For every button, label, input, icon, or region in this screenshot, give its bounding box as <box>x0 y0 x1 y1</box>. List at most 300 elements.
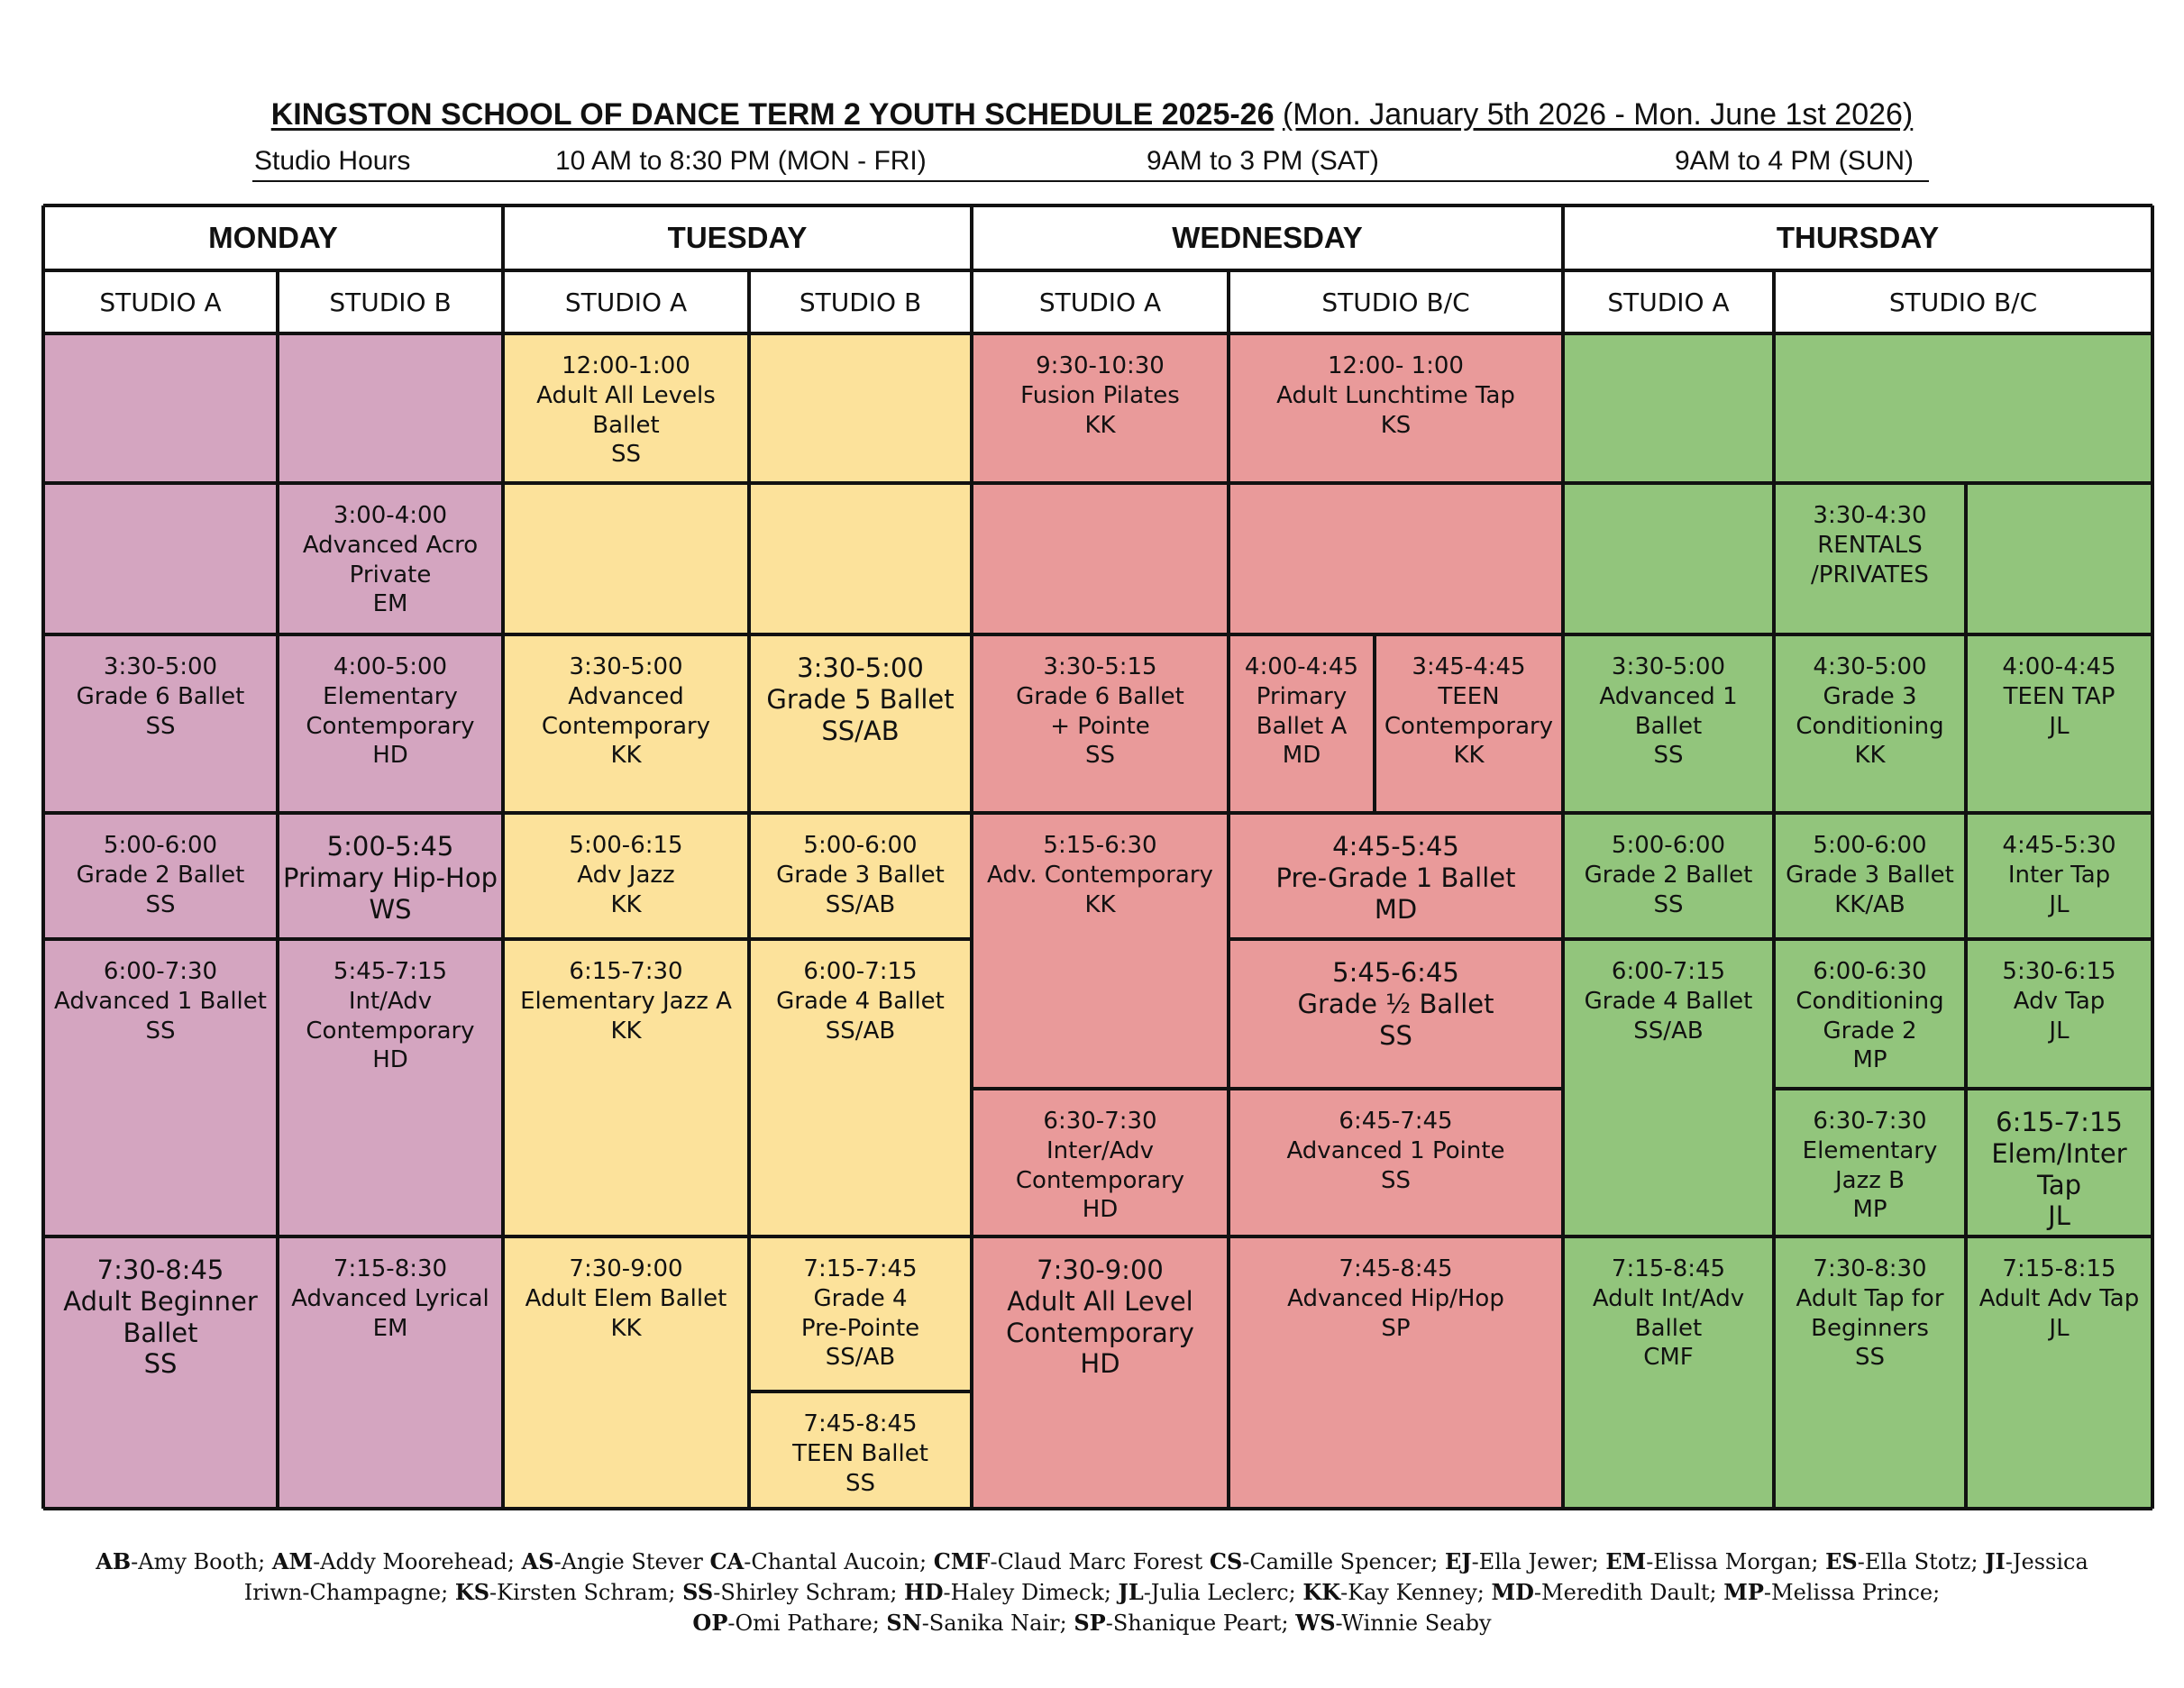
grid-line <box>749 1390 972 1393</box>
grid-line <box>972 1087 1563 1090</box>
instructor-code: OP <box>692 1610 728 1636</box>
class-instructor: SS <box>1084 742 1115 770</box>
class-name: Jazz B <box>1835 1166 1905 1194</box>
class-cell <box>1774 939 1966 1089</box>
class-time: 6:00-7:15 <box>803 958 918 985</box>
class-time: 5:00-6:15 <box>569 832 683 859</box>
class-time: 7:30-9:00 <box>569 1255 683 1282</box>
class-name: Adult Beginner <box>63 1285 258 1317</box>
class-name: Adult All Level <box>1007 1285 1193 1317</box>
class-cell <box>278 939 503 1236</box>
class-time: 4:30-5:00 <box>1813 653 1927 680</box>
instructor-code: MD <box>1491 1579 1534 1605</box>
class-name: Grade 5 Ballet <box>766 683 955 715</box>
class-cell <box>1774 634 1966 813</box>
class-time: 5:30-6:15 <box>2002 958 2116 985</box>
class-instructor: MD <box>1282 742 1321 770</box>
class-time: 3:30-4:30 <box>1813 502 1927 529</box>
class-time: 6:00-7:30 <box>103 958 218 985</box>
studio-header-wed-a: STUDIO A <box>972 270 1229 333</box>
legend-line <box>0 1608 2184 1638</box>
instructor-name: -Sanika Nair; <box>921 1610 1074 1636</box>
class-instructor: SS <box>145 712 176 740</box>
class-time: 7:45-8:45 <box>1339 1255 1453 1282</box>
instructor-name: -Ella Stotz; <box>1857 1549 1986 1574</box>
class-time: 3:30-5:00 <box>569 653 683 680</box>
class-time: 3:30-5:15 <box>1043 653 1157 680</box>
class-name: Beginners <box>1811 1314 1929 1342</box>
class-instructor: JL <box>2049 712 2070 740</box>
grid-line <box>43 481 2152 485</box>
class-name: TEEN TAP <box>2003 682 2115 710</box>
instructor-code: SN <box>886 1610 922 1636</box>
hours-weekday: 10 AM to 8:30 PM (MON - FRI) <box>555 146 927 176</box>
class-time: 5:00-6:00 <box>103 832 218 859</box>
class-instructor: KK <box>610 1314 642 1342</box>
class-time: 7:15-8:45 <box>1611 1255 1726 1282</box>
table-border-left <box>41 205 45 1509</box>
instructor-code: KK <box>1302 1579 1341 1605</box>
class-cell <box>1774 1089 1966 1236</box>
instructor-code: EJ <box>1444 1548 1472 1574</box>
studio-header-tue-a: STUDIO A <box>503 270 749 333</box>
class-time: 3:45-4:45 <box>1412 653 1526 680</box>
class-name: Conditioning <box>1796 987 1944 1015</box>
class-cell <box>43 1236 278 1509</box>
class-instructor: SS <box>610 441 641 469</box>
class-cell <box>1966 939 2152 1089</box>
class-name: Adv. Contemporary <box>987 861 1213 889</box>
class-instructor: KS <box>1380 411 1412 439</box>
class-time: 9:30-10:30 <box>1036 352 1165 379</box>
class-instructor: JL <box>2049 890 2070 918</box>
class-name: Adult Tap for <box>1796 1284 1944 1312</box>
class-cell <box>503 1236 749 1509</box>
grid-line <box>276 270 279 1509</box>
class-cell-empty <box>749 333 972 483</box>
class-name: Inter Tap <box>2007 861 2111 889</box>
class-instructor: SS <box>1653 742 1684 770</box>
class-instructor: HD <box>1082 1196 1119 1224</box>
class-instructor: MP <box>1852 1196 1887 1224</box>
class-cell <box>1229 939 1563 1089</box>
class-cell-empty <box>43 483 278 634</box>
grid-line <box>43 937 972 941</box>
grid-line <box>1229 937 2152 941</box>
class-name: Adult Elem Ballet <box>525 1284 727 1312</box>
class-cell <box>1229 634 1375 813</box>
class-cell <box>503 333 749 483</box>
day-tuesday: TUESDAY <box>503 205 972 270</box>
instructor-name: -Jessica <box>2005 1549 2088 1574</box>
class-cell <box>43 634 278 813</box>
class-cell <box>972 1236 1229 1509</box>
class-time: 7:15-8:30 <box>333 1255 448 1282</box>
class-cell <box>1966 1236 2152 1509</box>
class-cell <box>1966 813 2152 939</box>
class-name: Advanced Hip/Hop <box>1287 1284 1504 1312</box>
class-instructor: KK <box>1854 742 1886 770</box>
class-time: 12:00-1:00 <box>562 352 690 379</box>
grid-line <box>747 270 751 1509</box>
class-cell <box>503 939 749 1236</box>
class-name: TEEN Ballet <box>792 1439 928 1467</box>
class-name: Fusion Pilates <box>1020 381 1180 409</box>
class-name: Adult Adv Tap <box>1978 1284 2140 1312</box>
class-name: Primary Hip-Hop <box>283 862 498 893</box>
class-name: Ballet <box>1634 712 1703 740</box>
class-name: Grade 6 Ballet <box>76 682 245 710</box>
grid-line <box>43 1235 2152 1238</box>
class-instructor: SS <box>143 1348 178 1380</box>
class-time: 5:45-6:45 <box>1332 957 1459 988</box>
studio-header-thu-bc: STUDIO B/C <box>1774 270 2152 333</box>
class-time: 3:30-5:00 <box>797 652 924 683</box>
class-name: Adult All Levels <box>536 381 716 409</box>
class-instructor: /PRIVATES <box>1811 561 1929 589</box>
class-instructor: SS <box>1653 890 1684 918</box>
class-cell-empty <box>1563 483 1774 634</box>
class-time: 6:15-7:15 <box>1996 1107 2123 1137</box>
instructor-code: KS <box>454 1579 490 1605</box>
class-time: 5:45-7:15 <box>333 958 448 985</box>
instructor-name: -Claud Marc Forest <box>990 1549 1210 1574</box>
class-name: RENTALS <box>1817 531 1923 559</box>
class-cell-empty <box>1966 483 2152 634</box>
instructor-name: -Meredith Dault; <box>1533 1580 1724 1605</box>
class-cell <box>278 483 503 634</box>
class-time: 6:30-7:30 <box>1813 1108 1927 1135</box>
class-time: 7:15-8:15 <box>2002 1255 2116 1282</box>
class-name: Advanced 1 Pointe <box>1286 1136 1505 1164</box>
hours-saturday: 9AM to 3 PM (SAT) <box>1147 146 1379 176</box>
class-time: 6:30-7:30 <box>1043 1108 1157 1135</box>
class-name: Grade 4 Ballet <box>776 987 945 1015</box>
class-time: 7:45-8:45 <box>803 1410 918 1437</box>
class-time: 7:30-8:30 <box>1813 1255 1927 1282</box>
class-name: Elementary <box>1802 1136 1938 1164</box>
class-cell <box>1229 1089 1563 1236</box>
instructor-code: AB <box>96 1548 132 1574</box>
class-time: 5:00-6:00 <box>1813 832 1927 859</box>
instructor-code: JI <box>1985 1548 2006 1574</box>
class-time: 6:00-7:15 <box>1611 958 1726 985</box>
instructor-code: WS <box>1295 1610 1336 1636</box>
class-name: Contemporary <box>306 1017 475 1045</box>
class-name: Grade 4 <box>813 1284 908 1312</box>
instructor-name: -Kay Kenney; <box>1340 1580 1492 1605</box>
class-instructor: MD <box>1374 893 1418 925</box>
class-name: Contemporary <box>1015 1166 1185 1194</box>
studio-header-thu-a: STUDIO A <box>1563 270 1774 333</box>
studio-header-tue-b: STUDIO B <box>749 270 972 333</box>
class-name: Adv Tap <box>2013 987 2106 1015</box>
class-instructor: JL <box>2049 1314 2070 1342</box>
class-time: 12:00- 1:00 <box>1328 352 1464 379</box>
class-name: Contemporary <box>306 712 475 740</box>
class-time: 4:00-4:45 <box>2002 653 2116 680</box>
grid-line <box>43 332 2152 335</box>
class-cell <box>1563 813 1774 939</box>
class-instructor: SS <box>145 1017 176 1045</box>
class-cell <box>1563 1236 1774 1509</box>
class-instructor: KK <box>610 890 642 918</box>
instructor-name: -Melissa Prince; <box>1763 1580 1941 1605</box>
class-cell-empty <box>749 483 972 634</box>
class-name: Elementary <box>323 682 458 710</box>
studio-header-mon-b: STUDIO B <box>278 270 503 333</box>
day-wednesday: WEDNESDAY <box>972 205 1563 270</box>
instructor-name: -Shanique Peart; <box>1105 1610 1296 1636</box>
class-instructor: SS/AB <box>1633 1017 1704 1045</box>
class-instructor: SS <box>845 1469 875 1497</box>
instructor-name: -Omi Pathare; <box>727 1610 887 1636</box>
class-cell-empty <box>1774 333 2152 483</box>
grid-line <box>43 269 2152 272</box>
class-cell <box>1966 634 2152 813</box>
class-name: Grade 3 Ballet <box>776 861 945 889</box>
class-instructor: SS <box>1854 1344 1885 1372</box>
table-border-bottom <box>43 1507 2152 1510</box>
class-instructor: SS/AB <box>825 1344 896 1372</box>
instructor-code: HD <box>904 1579 944 1605</box>
class-name: + Pointe <box>1050 712 1150 740</box>
class-cell <box>749 939 972 1236</box>
grid-line <box>1373 634 1376 813</box>
class-cell-empty <box>503 483 749 634</box>
class-time: 4:45-5:30 <box>2002 832 2116 859</box>
class-time: 5:00-5:45 <box>326 831 454 862</box>
class-time: 5:00-6:00 <box>803 832 918 859</box>
class-time: 3:00-4:00 <box>333 502 448 529</box>
class-instructor: SS <box>1380 1166 1411 1194</box>
class-instructor: JL <box>2048 1200 2070 1232</box>
class-cell <box>749 1236 972 1391</box>
class-instructor: MP <box>1852 1046 1887 1074</box>
class-name: Contemporary <box>541 712 711 740</box>
instructor-code: AM <box>271 1548 314 1574</box>
class-instructor: SS <box>1379 1019 1412 1051</box>
instructor-name: Iriwn-Champagne; <box>243 1580 455 1605</box>
class-name: Advanced Acro <box>302 531 479 559</box>
class-instructor: KK <box>1084 411 1116 439</box>
class-name: Inter/Adv <box>1046 1136 1154 1164</box>
instructor-legend <box>0 1547 2184 1638</box>
grid-line <box>970 205 973 1509</box>
hours-label: Studio Hours <box>254 146 411 176</box>
studio-header-wed-bc: STUDIO B/C <box>1229 270 1563 333</box>
schedule-grid <box>43 205 2152 1509</box>
class-cell <box>1229 1236 1563 1509</box>
class-cell <box>1774 1236 1966 1509</box>
class-cell-empty <box>972 483 1229 634</box>
legend-line <box>0 1547 2184 1577</box>
class-name: Grade 4 Ballet <box>1584 987 1753 1015</box>
instructor-name: -Shirley Schram; <box>713 1580 905 1605</box>
studio-hours <box>252 144 1929 182</box>
grid-line <box>1772 270 1776 1509</box>
class-cell <box>972 1089 1229 1236</box>
class-time: 4:00-5:00 <box>333 653 448 680</box>
class-time: 3:30-5:00 <box>103 653 218 680</box>
class-instructor: JL <box>2049 1017 2070 1045</box>
class-name: Pre-Grade 1 Ballet <box>1275 862 1516 893</box>
instructor-name: -Ella Jewer; <box>1471 1549 1606 1574</box>
class-time: 6:00-6:30 <box>1813 958 1927 985</box>
class-name: Grade 6 Ballet <box>1016 682 1184 710</box>
class-name: Ballet <box>123 1317 198 1348</box>
class-cell <box>43 813 278 939</box>
table-border-top <box>43 204 2152 207</box>
class-cell <box>43 939 278 1236</box>
class-name: Grade 3 <box>1823 682 1917 710</box>
schedule-title <box>0 97 2184 132</box>
class-cell <box>1774 483 1966 634</box>
class-time: 7:30-9:00 <box>1037 1255 1164 1285</box>
class-instructor: CMF <box>1643 1344 1694 1372</box>
class-name: Grade ½ Ballet <box>1297 988 1494 1019</box>
class-time: 4:00-4:45 <box>1244 653 1359 680</box>
instructor-code: ES <box>1825 1548 1858 1574</box>
grid-line <box>1774 1087 2152 1090</box>
class-instructor: KK <box>610 742 642 770</box>
class-instructor: SP <box>1381 1314 1411 1342</box>
class-name: Primary <box>1256 682 1348 710</box>
class-instructor: SS <box>145 890 176 918</box>
instructor-code: CMF <box>933 1548 991 1574</box>
class-instructor: EM <box>372 590 408 618</box>
class-cell <box>278 1236 503 1509</box>
class-time: 6:45-7:45 <box>1339 1108 1453 1135</box>
class-name: Grade 2 Ballet <box>76 861 245 889</box>
class-instructor: HD <box>372 742 408 770</box>
class-name: Adult Int/Adv <box>1592 1284 1745 1312</box>
class-cell <box>503 634 749 813</box>
class-cell <box>1563 939 1774 1236</box>
class-name: Adult Lunchtime Tap <box>1276 381 1515 409</box>
title-main: KINGSTON SCHOOL OF DANCE TERM 2 YOUTH SCHEDULE 2025-26 <box>270 97 1275 132</box>
instructor-name: -Camille Spencer; <box>1242 1549 1445 1574</box>
legend-line <box>0 1577 2184 1608</box>
class-name: TEEN <box>1438 682 1500 710</box>
class-name: Elem/Inter Tap <box>1991 1137 2127 1200</box>
instructor-code: CS <box>1209 1548 1243 1574</box>
grid-line <box>1561 205 1565 1509</box>
class-time: 7:15-7:45 <box>803 1255 918 1282</box>
studio-header-mon-a: STUDIO A <box>43 270 278 333</box>
instructor-code: SS <box>682 1579 714 1605</box>
class-cell-empty <box>43 333 278 483</box>
class-instructor: SS/AB <box>821 715 900 746</box>
class-instructor: WS <box>369 893 412 925</box>
class-name: Pre-Pointe <box>800 1314 920 1342</box>
class-instructor: KK <box>610 1017 642 1045</box>
class-time: 5:00-6:00 <box>1611 832 1726 859</box>
class-cell <box>972 634 1229 813</box>
class-name: Advanced <box>568 682 684 710</box>
class-name: Ballet A <box>1256 712 1348 740</box>
instructor-name: -Kirsten Schram; <box>489 1580 683 1605</box>
class-cell <box>278 634 503 813</box>
class-name: Contemporary <box>1006 1317 1194 1348</box>
instructor-name: -Angie Stever <box>553 1549 710 1574</box>
class-name: Grade 3 Ballet <box>1786 861 1954 889</box>
title-dates: (Mon. January 5th 2026 - Mon. June 1st 2026) <box>1282 97 1914 132</box>
class-cell <box>749 1391 972 1509</box>
instructor-name: -Haley Dimeck; <box>943 1580 1119 1605</box>
class-cell <box>1229 813 1563 939</box>
instructor-name: -Addy Moorehead; <box>313 1549 522 1574</box>
class-name: Ballet <box>1634 1314 1703 1342</box>
class-cell-empty <box>1229 483 1563 634</box>
instructor-code: CA <box>709 1548 745 1574</box>
class-time: 5:15-6:30 <box>1043 832 1157 859</box>
class-cell <box>1774 813 1966 939</box>
instructor-code: AS <box>521 1548 554 1574</box>
class-instructor: KK/AB <box>1834 890 1905 918</box>
class-cell <box>749 813 972 939</box>
class-time: 4:45-5:45 <box>1332 831 1459 862</box>
grid-line <box>43 811 2152 815</box>
class-name: Advanced 1 Ballet <box>54 987 267 1015</box>
instructor-name: -Elissa Morgan; <box>1646 1549 1826 1574</box>
class-name: Adv Jazz <box>577 861 675 889</box>
class-name: Contemporary <box>1384 712 1554 740</box>
class-time: 6:15-7:30 <box>569 958 683 985</box>
instructor-code: JL <box>1118 1579 1144 1605</box>
instructor-name: -Chantal Aucoin; <box>744 1549 934 1574</box>
class-instructor: HD <box>372 1046 408 1074</box>
class-name: Grade 2 Ballet <box>1584 861 1753 889</box>
class-cell <box>503 813 749 939</box>
instructor-name: -Julia Leclerc; <box>1143 1580 1303 1605</box>
class-cell <box>1375 634 1563 813</box>
day-monday: MONDAY <box>43 205 503 270</box>
class-instructor: EM <box>372 1314 408 1342</box>
class-name: Private <box>349 561 432 589</box>
class-name: Ballet <box>592 411 660 439</box>
class-instructor: HD <box>1080 1348 1120 1380</box>
grid-line <box>1227 270 1230 1509</box>
class-name: Conditioning <box>1796 712 1944 740</box>
table-border-right <box>2151 205 2154 1509</box>
class-name: Advanced Lyrical <box>291 1284 489 1312</box>
instructor-code: MP <box>1723 1579 1764 1605</box>
grid-line <box>43 633 2152 636</box>
class-cell <box>1229 333 1563 483</box>
class-cell <box>1966 1089 2152 1236</box>
class-instructor: KK <box>1453 742 1485 770</box>
grid-line <box>1964 483 1968 1509</box>
class-cell-empty <box>278 333 503 483</box>
class-name: Advanced 1 <box>1599 682 1738 710</box>
instructor-name: -Winnie Seaby <box>1335 1610 1492 1636</box>
class-instructor: SS/AB <box>825 890 896 918</box>
class-cell <box>278 813 503 939</box>
class-name: Elementary Jazz A <box>520 987 732 1015</box>
class-instructor: KK <box>1084 890 1116 918</box>
class-cell <box>749 634 972 813</box>
class-name: Int/Adv <box>348 987 433 1015</box>
grid-line <box>501 205 505 1509</box>
instructor-code: SP <box>1074 1610 1106 1636</box>
hours-sunday: 9AM to 4 PM (SUN) <box>1675 146 1914 176</box>
class-cell <box>1563 634 1774 813</box>
class-name: Grade 2 <box>1823 1017 1917 1045</box>
instructor-name: -Amy Booth; <box>131 1549 272 1574</box>
class-time: 7:30-8:45 <box>96 1255 224 1285</box>
day-thursday: THURSDAY <box>1563 205 2152 270</box>
